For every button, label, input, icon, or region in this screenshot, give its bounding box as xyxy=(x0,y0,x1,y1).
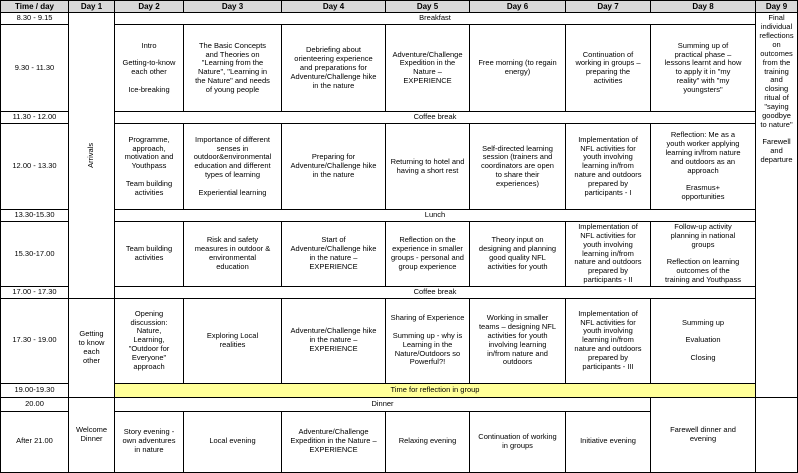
day1-arrivals xyxy=(69,13,115,298)
day9-final-cell: Final individual reflections on outcomes from the training and closing ritual of "saying goodbye to nature" Farewell and departure xyxy=(756,13,798,397)
time-cell: 8.30 - 9.15 xyxy=(1,13,69,25)
header-day5: Day 5 xyxy=(386,1,470,13)
day1-welcome-dinner: Welcome Dinner xyxy=(69,397,115,472)
header-row xyxy=(1,1,798,13)
session-cell: Intro Getting-to-know each other Ice-breaking xyxy=(115,25,184,112)
time-cell: 20.00 xyxy=(1,397,69,411)
row-midday xyxy=(1,124,798,210)
session-cell: Story evening - own adventures in nature xyxy=(115,411,184,472)
session-cell: Risk and safety measures in outdoor & environmental education xyxy=(184,221,282,286)
session-cell: Local evening xyxy=(184,411,282,472)
time-cell: 9.30 - 11.30 xyxy=(1,25,69,112)
dinner-banner: Dinner xyxy=(115,397,651,411)
breakfast-banner: Breakfast xyxy=(115,13,756,25)
session-cell: Self-directed learning session (trainers and coordinators are open to share their experiences) xyxy=(470,124,566,210)
time-cell: 12.00 - 13.30 xyxy=(1,124,69,210)
session-cell: Continuation of working in groups – preparing the activities xyxy=(566,25,651,112)
row-coffee-1 xyxy=(1,112,798,124)
time-cell: 11.30 - 12.00 xyxy=(1,112,69,124)
session-cell: Adventure/Challenge Expedition in the Nature – EXPERIENCE xyxy=(282,411,386,472)
header-day9: Day 9 xyxy=(756,1,798,13)
session-cell: Follow-up activity planning in national groups Reflection on learning outcomes of the training and Youthpass xyxy=(651,221,756,286)
row-coffee-2 xyxy=(1,286,798,298)
header-day7: Day 7 xyxy=(566,1,651,13)
session-cell: Adventure/Challenge hike in the nature – EXPERIENCE xyxy=(282,298,386,383)
session-cell: Exploring Local realities xyxy=(184,298,282,383)
time-cell: After 21.00 xyxy=(1,411,69,472)
row-reflection xyxy=(1,383,798,397)
row-dinner xyxy=(1,397,798,411)
session-cell: Team building activities xyxy=(115,221,184,286)
time-cell: 17.30 - 19.00 xyxy=(1,298,69,383)
session-cell: Implementation of NFL activities for youth involving learning in/from nature and outdoors prepared by participants - III xyxy=(566,298,651,383)
session-cell: Theory input on designing and planning good quality NFL activities for youth xyxy=(470,221,566,286)
session-cell: Reflection on the experience in smaller groups - personal and group experience xyxy=(386,221,470,286)
session-cell: Relaxing evening xyxy=(386,411,470,472)
header-day2: Day 2 xyxy=(115,1,184,13)
session-cell: Working in smaller teams – designing NFL activities for youth involving learning in/from nature and outdoors xyxy=(470,298,566,383)
header-day3: Day 3 xyxy=(184,1,282,13)
session-cell: Reflection: Me as a youth worker applying learning in/from nature and outdoors as an approach Erasmus+ opportunities xyxy=(651,124,756,210)
header-time: Time / day xyxy=(1,1,69,13)
time-cell: 19.00-19.30 xyxy=(1,383,69,397)
session-cell: The Basic Concepts and Theories on "Learning from the Nature", "Learning in the Nature" and needs of young people xyxy=(184,25,282,112)
session-cell: Free morning (to regain energy) xyxy=(470,25,566,112)
session-cell: Continuation of working in groups xyxy=(470,411,566,472)
row-breakfast xyxy=(1,13,798,25)
session-cell: Summing up of practical phase – lessons learnt and how to apply it in "my reality" with "my youngsters" xyxy=(651,25,756,112)
session-cell: Preparing for Adventure/Challenge hike in the nature xyxy=(282,124,386,210)
header-day1: Day 1 xyxy=(69,1,115,13)
row-lunch xyxy=(1,210,798,222)
header-day8: Day 8 xyxy=(651,1,756,13)
session-cell: Start of Adventure/Challenge hike in the nature – EXPERIENCE xyxy=(282,221,386,286)
time-cell: 13.30-15.30 xyxy=(1,210,69,222)
session-cell: Programme, approach, motivation and Youthpass Team building activities xyxy=(115,124,184,210)
coffee-banner: Coffee break xyxy=(115,112,756,124)
lunch-banner: Lunch xyxy=(115,210,756,222)
session-cell: Implementation of NFL activities for youth involving learning in/from nature and outdoors prepared by participants - II xyxy=(566,221,651,286)
session-cell: Sharing of Experience Summing up - why is Learning in the Nature/Outdoors so Powerful?! xyxy=(386,298,470,383)
row-afternoon xyxy=(1,221,798,286)
row-morning xyxy=(1,25,798,112)
row-evening xyxy=(1,298,798,383)
session-cell: Opening discussion: Nature, Learning, "Outdoor for Everyone" approach xyxy=(115,298,184,383)
time-cell: 17.00 - 17.30 xyxy=(1,286,69,298)
session-cell: Importance of different senses in outdoor&environmental education and different types of learning Experiential learning xyxy=(184,124,282,210)
session-cell: Adventure/Challenge Expedition in the Nature – EXPERIENCE xyxy=(386,25,470,112)
day1-getting-to-know: Getting to know each other xyxy=(69,298,115,397)
header-day6: Day 6 xyxy=(470,1,566,13)
day9-empty xyxy=(756,397,798,472)
arrivals-label: Arrivals xyxy=(86,143,96,169)
session-cell: Implementation of NFL activities for youth involving learning in/from nature and outdoors prepared by participants - I xyxy=(566,124,651,210)
reflection-banner: Time for reflection in group xyxy=(115,383,756,397)
time-cell: 15.30-17.00 xyxy=(1,221,69,286)
day8-farewell: Farewell dinner and evening xyxy=(651,397,756,472)
coffee-banner: Coffee break xyxy=(115,286,756,298)
session-cell: Debriefing about orienteering experience and preparations for Adventure/Challenge hike in the nature xyxy=(282,25,386,112)
session-cell: Summing up Evaluation Closing xyxy=(651,298,756,383)
session-cell: Returning to hotel and having a short rest xyxy=(386,124,470,210)
header-day4: Day 4 xyxy=(282,1,386,13)
session-cell: Initiative evening xyxy=(566,411,651,472)
